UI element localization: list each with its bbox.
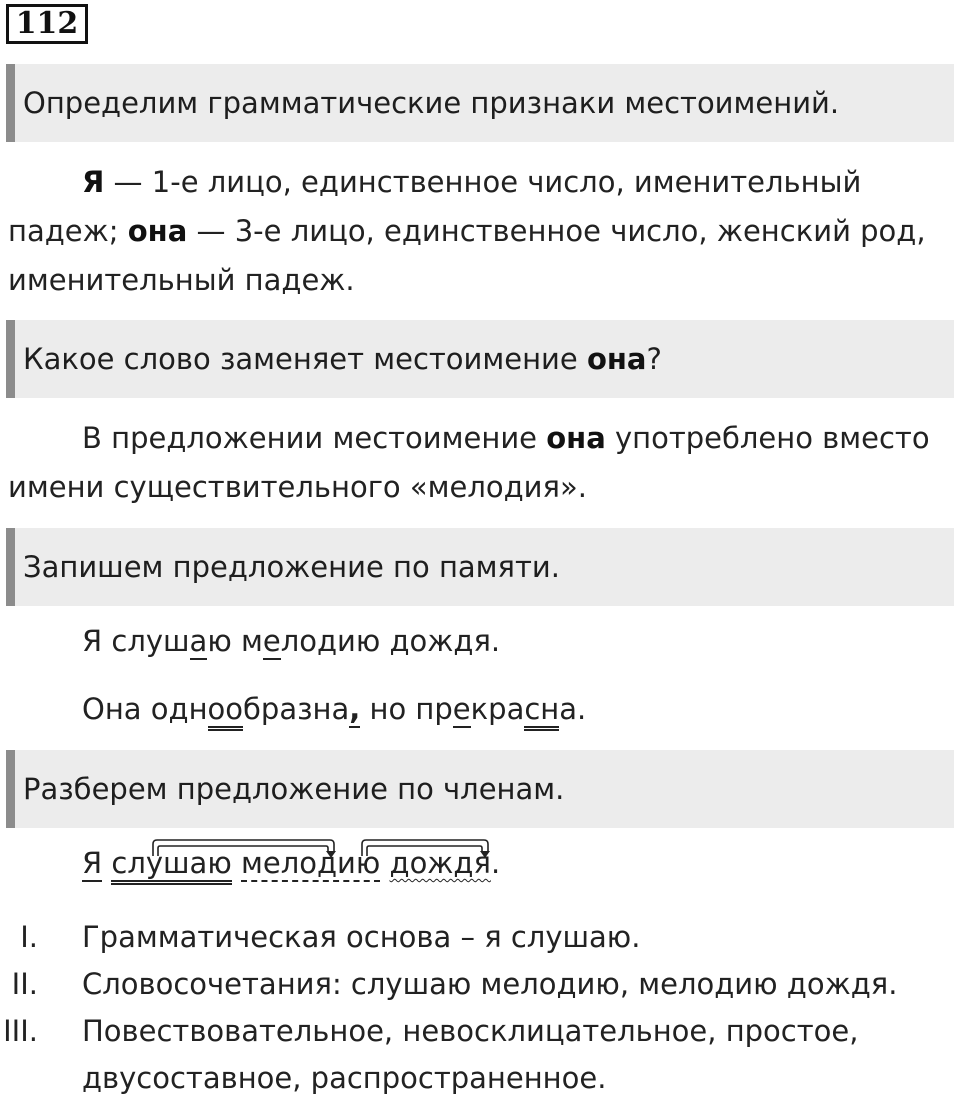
double-underlined-letters: оо — [208, 692, 244, 731]
text: употреблено вместо имени существительного «мелодия». — [8, 421, 930, 504]
text: Какое слово заменяет местоимение — [23, 342, 587, 376]
object-word — [241, 846, 380, 882]
list-text: Словосочетания: слушаю мелодию, мелодию дождя. — [82, 967, 898, 1001]
list-number: II. — [11, 967, 38, 1001]
text: ю — [355, 846, 381, 880]
underlined-comma: , — [349, 692, 361, 726]
banner-text: Определим грамматические признаки местоимений. — [23, 86, 840, 120]
analysis-list — [0, 914, 950, 1102]
banner-text — [23, 342, 662, 376]
banner-write-from-memory — [6, 528, 954, 606]
underlined-letter: а — [189, 624, 208, 658]
text: — 3-е лицо, единственное число, женский род, именительный падеж. — [8, 214, 926, 297]
paragraph-replaced-word — [8, 414, 948, 512]
predicate-word: слушаю — [111, 846, 231, 885]
banner-text: Запишем предложение по памяти. — [23, 550, 560, 584]
underlined-letter: е — [452, 692, 471, 726]
bold-word: она — [586, 342, 647, 376]
list-item — [0, 1008, 950, 1102]
list-number: III. — [3, 1014, 38, 1048]
banner-grammar-features — [6, 64, 954, 142]
text: . — [490, 846, 501, 880]
text: Она одн — [82, 692, 208, 726]
text: кра — [470, 692, 525, 726]
sentence-2 — [82, 692, 586, 726]
subject-word: Я — [82, 846, 103, 880]
banner-text: Разберем предложение по членам. — [23, 772, 565, 806]
bold-word: Я — [82, 165, 105, 199]
paragraph-pronoun-features — [8, 158, 948, 305]
bold-word: она — [127, 214, 188, 248]
text: бразна — [243, 692, 350, 726]
text: мелоди — [240, 846, 356, 880]
list-text: Повествовательное, невосклицательное, простое, двусоставное, распространенное. — [82, 1014, 859, 1095]
list-number: I. — [20, 920, 38, 954]
underlined-letter: е — [262, 624, 281, 658]
bold-word: она — [546, 421, 606, 455]
task-number: 112 — [15, 6, 79, 41]
text: но пр — [360, 692, 453, 726]
list-text: Грамматическая основа – я слушаю. — [82, 920, 641, 954]
text: ? — [646, 342, 662, 376]
task-number-box — [6, 4, 88, 44]
list-item — [0, 914, 950, 961]
parsed-sentence — [82, 846, 500, 880]
text: лодию дождя. — [280, 624, 501, 658]
text: — 1-е лицо, единственное число, именительный падеж; — [8, 165, 862, 248]
attribute-word: дождя — [389, 846, 491, 880]
text: ю м — [207, 624, 263, 658]
double-underlined-letters: сн — [524, 692, 559, 731]
banner-replaced-word — [6, 320, 954, 398]
text: Я слуш — [82, 624, 190, 658]
text: а. — [559, 692, 587, 726]
sentence-1 — [82, 624, 500, 658]
list-item — [0, 961, 950, 1008]
text: В предложении местоимение — [82, 421, 547, 455]
